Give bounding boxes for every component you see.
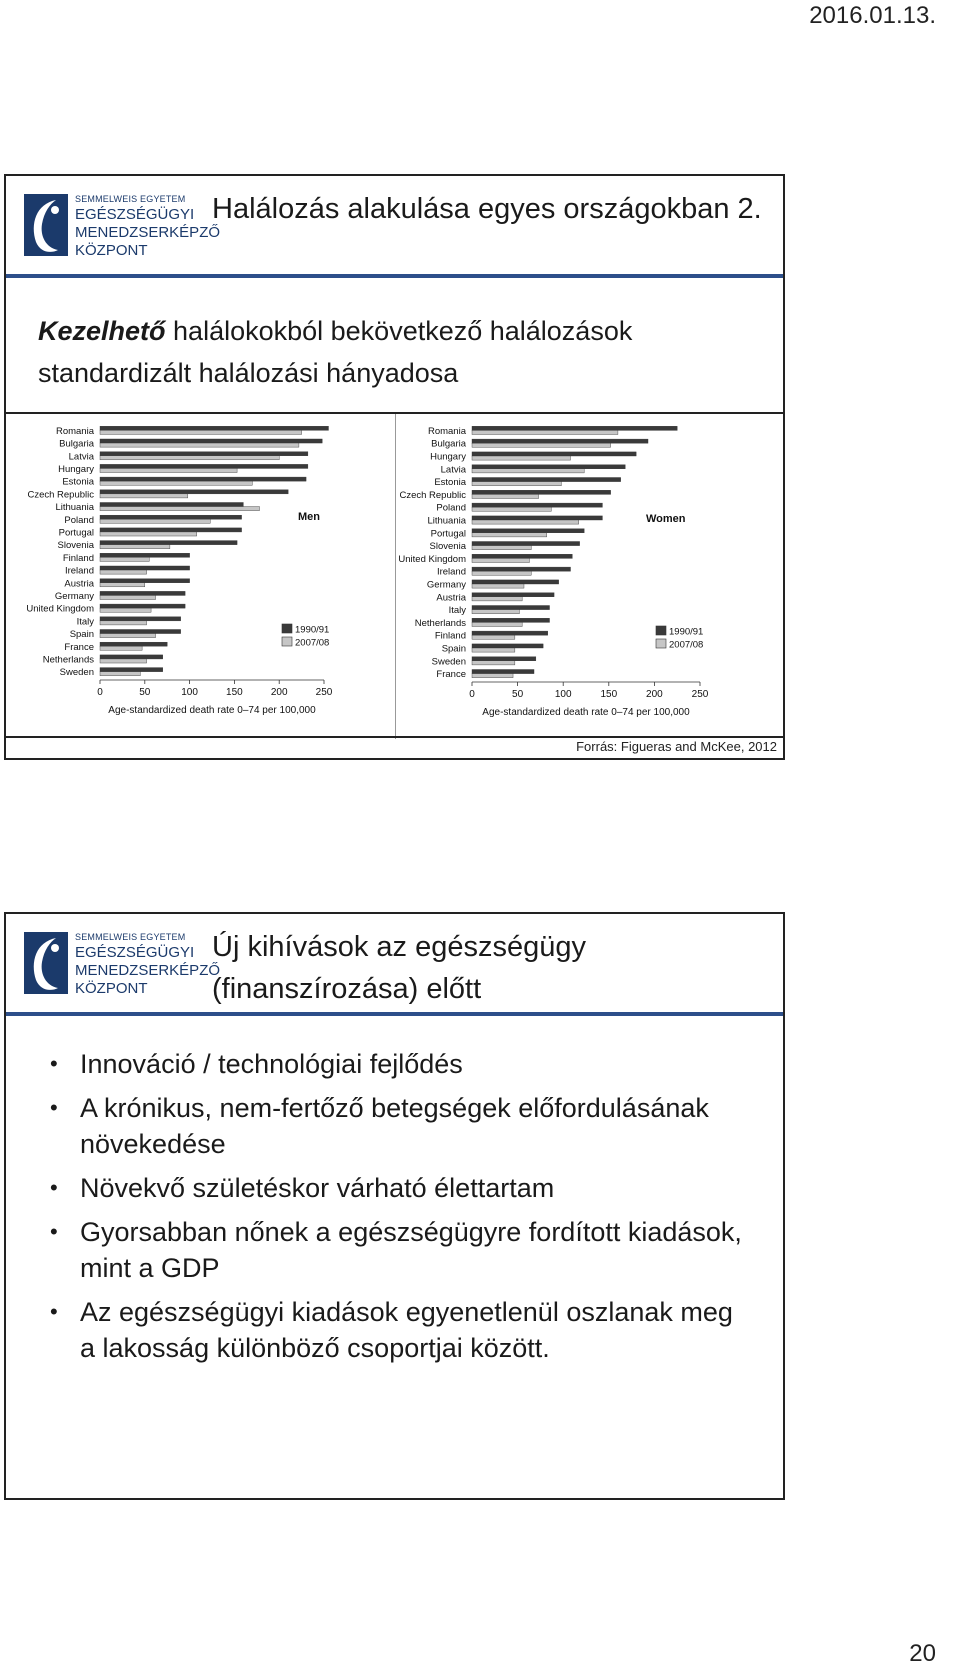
category-label: Portugal — [430, 528, 466, 540]
bar — [472, 430, 618, 434]
x-tick-label: 250 — [315, 687, 333, 698]
bar — [472, 584, 524, 588]
x-tick-label: 50 — [139, 687, 151, 698]
slide-title: Halálozás alakulása egyes országokban 2. — [212, 193, 762, 225]
subtitle-rest: halálokokból bekövetkező halálozások standardizált halálozási hányadosa — [38, 316, 633, 388]
legend-label: 1990/91 — [669, 626, 704, 638]
x-tick-label: 50 — [512, 689, 524, 700]
bar — [472, 465, 625, 469]
page-date: 2016.01.13. — [809, 2, 936, 29]
bar — [100, 668, 163, 672]
category-label: Ireland — [64, 565, 94, 577]
chart-area — [6, 412, 783, 739]
bar — [100, 430, 302, 434]
x-tick-label: 150 — [226, 687, 243, 698]
slide-subtitle — [38, 310, 768, 394]
logo-line-3: MENEDZSERKÉPZŐ — [75, 224, 221, 241]
source-note: Forrás: Figueras and McKee, 2012 — [576, 739, 777, 754]
bar — [472, 542, 580, 546]
category-label: Spain — [69, 629, 94, 641]
bar — [472, 426, 677, 430]
legend-swatch — [656, 626, 666, 635]
bar — [472, 558, 529, 562]
bar — [100, 608, 151, 612]
x-tick-label: 0 — [97, 687, 103, 698]
category-label: Portugal — [58, 527, 94, 539]
category-label: Romania — [55, 425, 94, 437]
category-label: Sweden — [431, 656, 466, 668]
bar — [472, 635, 515, 639]
legend-label: 2007/08 — [295, 637, 330, 649]
bar — [472, 648, 515, 652]
bar — [472, 490, 611, 494]
chart-men — [6, 414, 394, 739]
category-label: Bulgaria — [59, 438, 94, 450]
bullet-item: • Gyorsabban nőnek a egészségügyre fordított kiadások, mint a GDP — [50, 1214, 750, 1286]
x-tick-label: 200 — [270, 687, 288, 698]
category-label: Ireland — [436, 566, 466, 578]
bar — [472, 610, 519, 614]
category-label: Spain — [441, 643, 466, 655]
bar — [472, 507, 551, 511]
bar — [100, 490, 288, 494]
bar — [100, 617, 181, 621]
bar — [100, 570, 147, 574]
bar — [472, 606, 550, 610]
bullet-item: • Növekvő születéskor várható élettartam — [50, 1170, 750, 1206]
bar — [100, 452, 308, 456]
category-label: Lithuania — [427, 515, 466, 527]
category-label: Netherlands — [42, 654, 94, 666]
bar — [100, 464, 308, 468]
subtitle-emphasis: Kezelhető — [38, 316, 166, 346]
bar — [100, 541, 237, 545]
category-label: Slovenia — [429, 541, 466, 553]
bar — [472, 631, 548, 635]
bar — [472, 503, 602, 507]
bar — [100, 659, 147, 663]
bar — [100, 672, 140, 676]
bar — [100, 439, 322, 443]
bar — [472, 546, 531, 550]
bar — [472, 443, 611, 447]
category-label: France — [436, 669, 466, 681]
bar — [100, 545, 170, 549]
category-label: Finland — [62, 552, 94, 564]
bar — [100, 553, 190, 557]
x-axis-label: Age-standardized death rate 0–74 per 100,000 — [482, 707, 690, 718]
bar — [100, 579, 190, 583]
bar — [472, 618, 550, 622]
slide-header — [6, 914, 783, 1016]
bar — [100, 494, 188, 498]
bar — [472, 580, 559, 584]
bar — [472, 516, 602, 520]
category-label: Austria — [436, 592, 466, 604]
bar — [100, 519, 210, 523]
logo-line-3: MENEDZSERKÉPZŐ — [75, 962, 221, 979]
category-label: Italy — [448, 605, 466, 617]
legend-swatch — [656, 639, 666, 648]
x-tick-label: 200 — [646, 689, 663, 700]
university-logo — [22, 928, 221, 1002]
bar — [472, 661, 515, 665]
bar — [472, 452, 636, 456]
bar — [472, 657, 536, 661]
category-label: Hungary — [430, 451, 466, 463]
x-tick-label: 100 — [554, 689, 572, 700]
category-label: Latvia — [440, 464, 466, 476]
bar — [100, 515, 242, 519]
category-label: Italy — [76, 616, 94, 628]
bar — [472, 529, 584, 533]
category-label: Poland — [436, 502, 466, 514]
bar — [100, 655, 163, 659]
bar — [472, 597, 522, 601]
category-label: Bulgaria — [431, 438, 466, 450]
chart-bottom-rule — [6, 736, 783, 738]
category-label: Slovenia — [57, 540, 94, 552]
logo-line-2: EGÉSZSÉGÜGYI — [75, 206, 195, 223]
bar — [472, 644, 543, 648]
page-number: 20 — [909, 1640, 936, 1667]
x-tick-label: 100 — [181, 687, 198, 698]
bar — [472, 494, 539, 498]
chart-title: Women — [646, 513, 686, 525]
category-label: Poland — [64, 514, 94, 526]
logo-line-2: EGÉSZSÉGÜGYI — [75, 944, 195, 961]
bar — [100, 629, 181, 633]
category-label: United Kingdom — [398, 553, 466, 565]
university-logo — [22, 190, 221, 264]
bar — [472, 439, 648, 443]
bar — [472, 593, 554, 597]
bullet-item: • Az egészségügyi kiadások egyenetlenül oszlanak meg a lakosság különböző csoportjai között. — [50, 1294, 750, 1366]
category-label: Germany — [426, 579, 466, 591]
bar — [100, 634, 156, 638]
bar — [472, 482, 561, 486]
x-tick-label: 0 — [469, 689, 475, 700]
bar — [100, 646, 142, 650]
bar — [100, 468, 237, 472]
bar — [100, 566, 190, 570]
bar — [100, 528, 242, 532]
bullet-item: • A krónikus, nem-fertőző betegségek előfordulásának növekedése — [50, 1090, 750, 1162]
chart-women — [396, 414, 783, 739]
bar — [100, 595, 156, 599]
bar — [100, 477, 306, 481]
bar — [100, 443, 299, 447]
category-label: Estonia — [62, 476, 94, 488]
slide-mortality — [4, 174, 785, 760]
category-label: Netherlands — [414, 617, 466, 629]
bar — [100, 583, 145, 587]
bar — [100, 604, 185, 608]
logo-line-1: SEMMELWEIS EGYETEM — [75, 932, 186, 942]
category-label: United Kingdom — [26, 603, 94, 615]
category-label: Latvia — [68, 451, 94, 463]
bar — [100, 426, 328, 430]
bar — [100, 507, 259, 511]
bar — [100, 557, 149, 561]
bar — [472, 554, 572, 558]
bar — [100, 481, 252, 485]
bar — [472, 670, 534, 674]
legend-label: 2007/08 — [669, 639, 704, 651]
category-label: Czech Republic — [27, 489, 94, 501]
bar — [472, 567, 570, 571]
bullet-list — [50, 1046, 750, 1374]
bar — [472, 469, 584, 473]
bar — [472, 533, 547, 537]
bar — [100, 591, 185, 595]
bar — [472, 478, 621, 482]
legend-swatch — [282, 624, 292, 633]
x-axis-label: Age-standardized death rate 0–74 per 100,000 — [108, 705, 316, 716]
logo-emblem-icon — [22, 190, 70, 260]
category-label: Romania — [427, 425, 466, 437]
logo-line-4: KÖZPONT — [75, 242, 148, 259]
category-label: Finland — [434, 630, 466, 642]
category-label: France — [64, 641, 94, 653]
bar — [100, 502, 243, 506]
category-label: Germany — [54, 590, 94, 602]
x-tick-label: 250 — [691, 689, 709, 700]
category-label: Sweden — [59, 667, 94, 679]
bar — [100, 621, 147, 625]
category-label: Estonia — [434, 477, 466, 489]
bar — [472, 571, 531, 575]
category-label: Czech Republic — [399, 489, 466, 501]
bar — [472, 456, 570, 460]
slide-challenges — [4, 912, 785, 1500]
category-label: Hungary — [58, 463, 94, 475]
slide-header — [6, 176, 783, 278]
bar — [100, 532, 197, 536]
category-label: Lithuania — [55, 502, 94, 514]
logo-line-1: SEMMELWEIS EGYETEM — [75, 194, 186, 204]
bullet-item: • Innováció / technológiai fejlődés — [50, 1046, 750, 1082]
legend-swatch — [282, 637, 292, 646]
bar — [472, 622, 522, 626]
chart-title: Men — [298, 511, 320, 523]
bar — [100, 642, 167, 646]
slide-title: Új kihívások az egészségügy (finanszírozása) előtt — [212, 931, 586, 1005]
bar — [472, 674, 513, 678]
logo-emblem-icon — [22, 928, 70, 998]
bar — [472, 520, 579, 524]
x-tick-label: 150 — [600, 689, 618, 700]
logo-line-4: KÖZPONT — [75, 980, 148, 997]
legend-label: 1990/91 — [295, 624, 330, 636]
category-label: Austria — [64, 578, 94, 590]
bar — [100, 456, 279, 460]
